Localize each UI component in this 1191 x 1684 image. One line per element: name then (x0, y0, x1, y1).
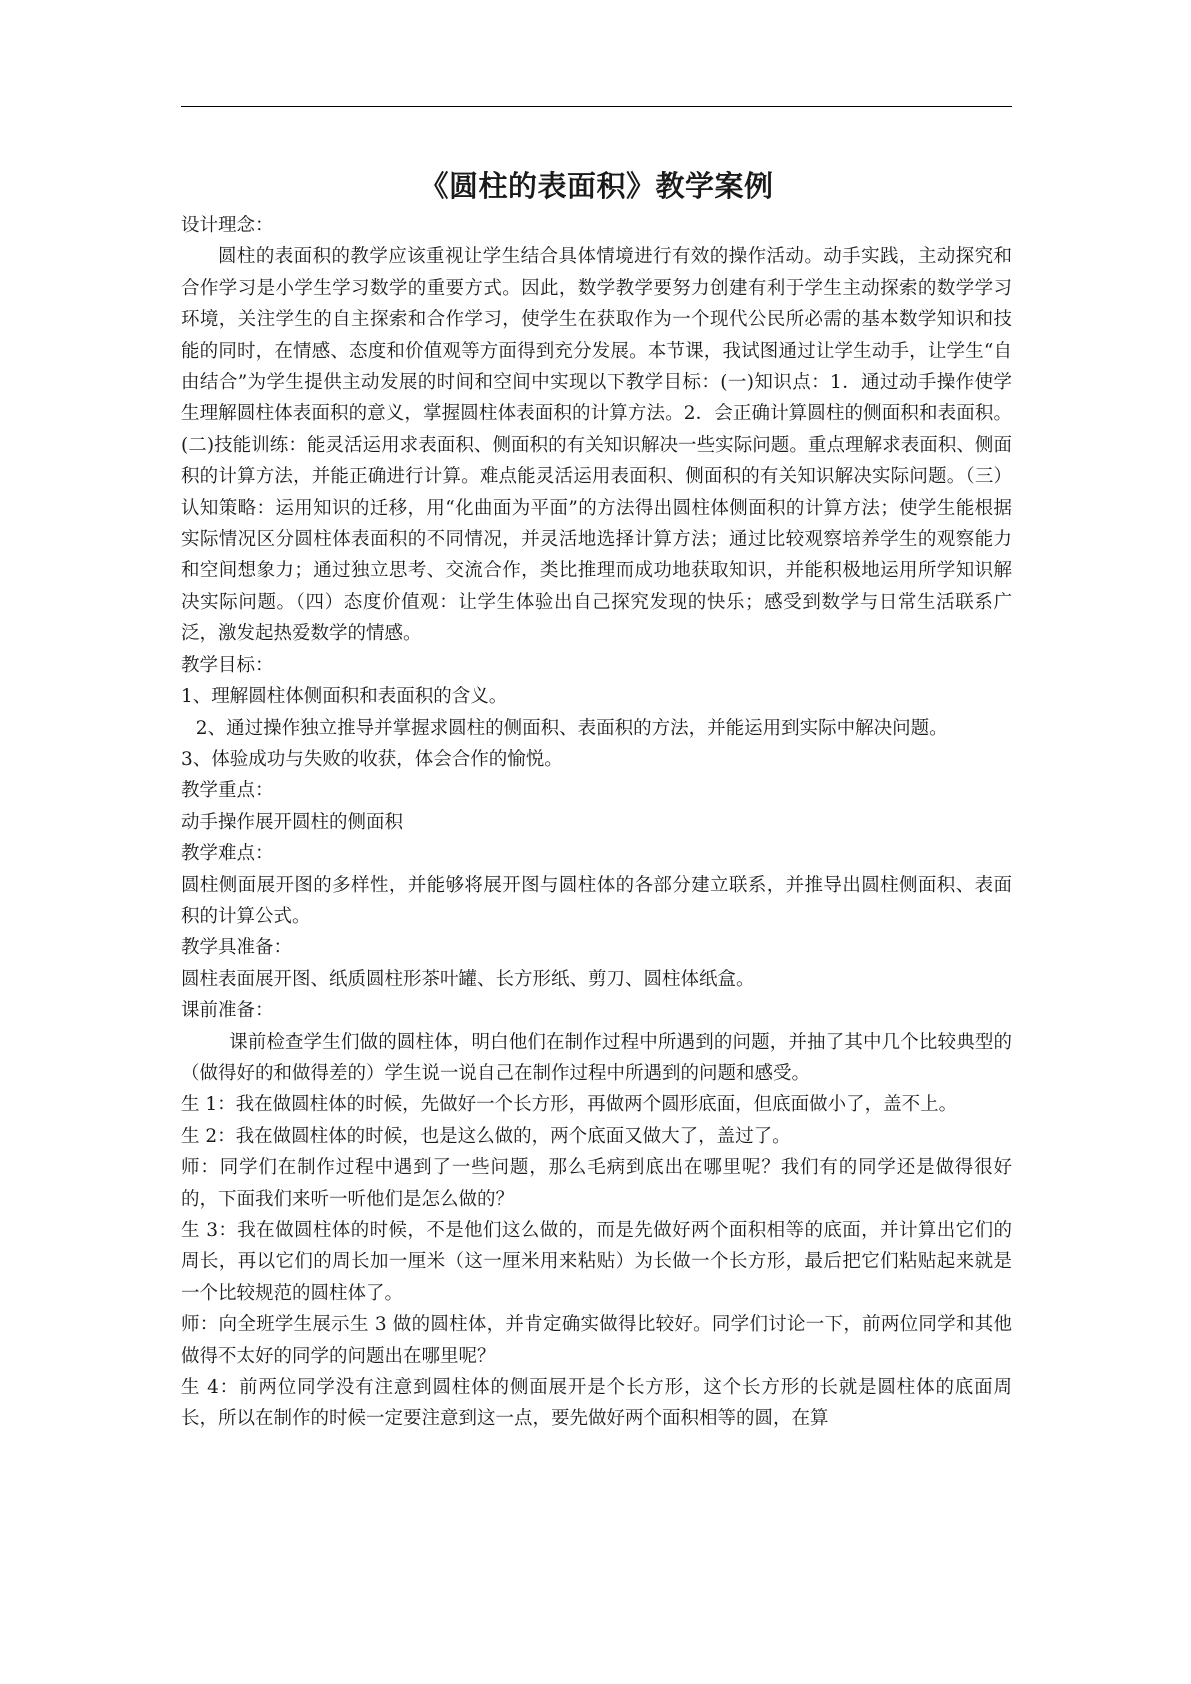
design-paragraph: 圆柱的表面积的教学应该重视让学生结合具体情境进行有效的操作活动。动手实践，主动探究和合作学习是小学生学习数学的重要方式。因此，数学教学要努力创建有利于学生主动探索的数学学习环境，关注学生的自主探索和合作学习，使学生在获取作为一个现代公民所必需的基本数学知识和技能的同时，在情感、态度和价值观等方面得到充分发展。本节课，我试图通过让学生动手，让学生“自由结合”为学生提供主动发展的时间和空间中实现以下教学目标：(一)知识点：1．通过动手操作使学生理解圆柱体表面积的意义，掌握圆柱体表面积的计算方法。2．会正确计算圆柱的侧面积和表面积。(二)技能训练：能灵活运用求表面积、侧面积的有关知识解决一些实际问题。重点理解求表面积、侧面积的计算方法，并能正确进行计算。难点能灵活运用表面积、侧面积的有关知识解决实际问题。（三）认知策略：运用知识的迁移，用“化曲面为平面”的方法得出圆柱体侧面积的计算方法；使学生能根据实际情况区分圆柱体表面积的不同情况，并灵活地选择计算方法；通过比较观察培养学生的观察能力和空间想象力；通过独立思考、交流合作，类比推理而成功地获取知识，并能积极地运用所学知识解决实际问题。（四）态度价值观：让学生体验出自己探究发现的快乐；感受到数学与日常生活联系广泛，激发起热爱数学的情感。 (181, 246, 1012, 645)
tools-text: 圆柱表面展开图、纸质圆柱形茶叶罐、长方形纸、剪刀、圆柱体纸盒。 (181, 968, 755, 990)
prep-label: 课前准备： (181, 1000, 274, 1022)
document-title: 《圆柱的表面积》教学案例 (419, 169, 774, 203)
dialogue-teacher-2: 师：向全班学生展示生 3 做的圆柱体，并肯定确实做得比较好。同学们讨论一下，前两位同学和其他做得不太好的同学的问题出在哪里呢？ (181, 1314, 1012, 1367)
prep-paragraph: 课前检查学生们做的圆柱体，明白他们在制作过程中所遇到的问题，并抽了其中几个比较典型的（做得好的和做得差的）学生说一说自己在制作过程中所遇到的问题和感受。 (181, 1031, 1012, 1084)
goal-item-3: 3、体验成功与失败的收获，体会合作的愉悦。 (181, 748, 563, 770)
goals-label: 教学目标： (181, 654, 274, 676)
design-label: 设计理念： (181, 215, 274, 236)
goal-item-2: 2、通过操作独立推导并掌握求圆柱的侧面积、表面积的方法，并能运用到实际中解决问题。 (195, 717, 948, 739)
dialogue-teacher-1: 师：同学们在制作过程中遇到了一些问题，那么毛病到底出在哪里呢？我们有的同学还是做得很好的，下面我们来听一听他们是怎么做的？ (181, 1157, 1012, 1210)
difficulty-label: 教学难点： (181, 843, 274, 865)
dialogue-student-1: 生 1：我在做圆柱体的时候，先做好一个长方形，再做两个圆形底面，但底面做小了，盖不上。 (181, 1094, 958, 1116)
dialogue-student-3: 生 3：我在做圆柱体的时候，不是他们这么做的，而是先做好两个面积相等的底面，并计算出它们的周长，再以它们的周长加一厘米（这一厘米用来粘贴）为长做一个长方形，最后把它们粘贴起来就是一个比较规范的圆柱体了。 (181, 1220, 1012, 1304)
difficulty-text: 圆柱侧面展开图的多样性，并能够将展开图与圆柱体的各部分建立联系，并推导出圆柱侧面积、表面积的计算公式。 (181, 874, 1012, 927)
key-point-label: 教学重点： (181, 780, 274, 802)
document-body (181, 164, 1012, 1435)
tools-label: 教学具准备： (181, 937, 293, 959)
header-rule (181, 106, 1012, 107)
key-point-text: 动手操作展开圆柱的侧面积 (181, 811, 404, 833)
goal-item-1: 1、理解圆柱体侧面积和表面积的含义。 (181, 686, 508, 708)
dialogue-student-2: 生 2：我在做圆柱体的时候，也是这么做的，两个底面又做大了，盖过了。 (181, 1125, 791, 1147)
dialogue-student-4: 生 4：前两位同学没有注意到圆柱体的侧面展开是个长方形，这个长方形的长就是圆柱体的底面周长，所以在制作的时候一定要注意到这一点，要先做好两个面积相等的圆，在算 (181, 1377, 1012, 1430)
